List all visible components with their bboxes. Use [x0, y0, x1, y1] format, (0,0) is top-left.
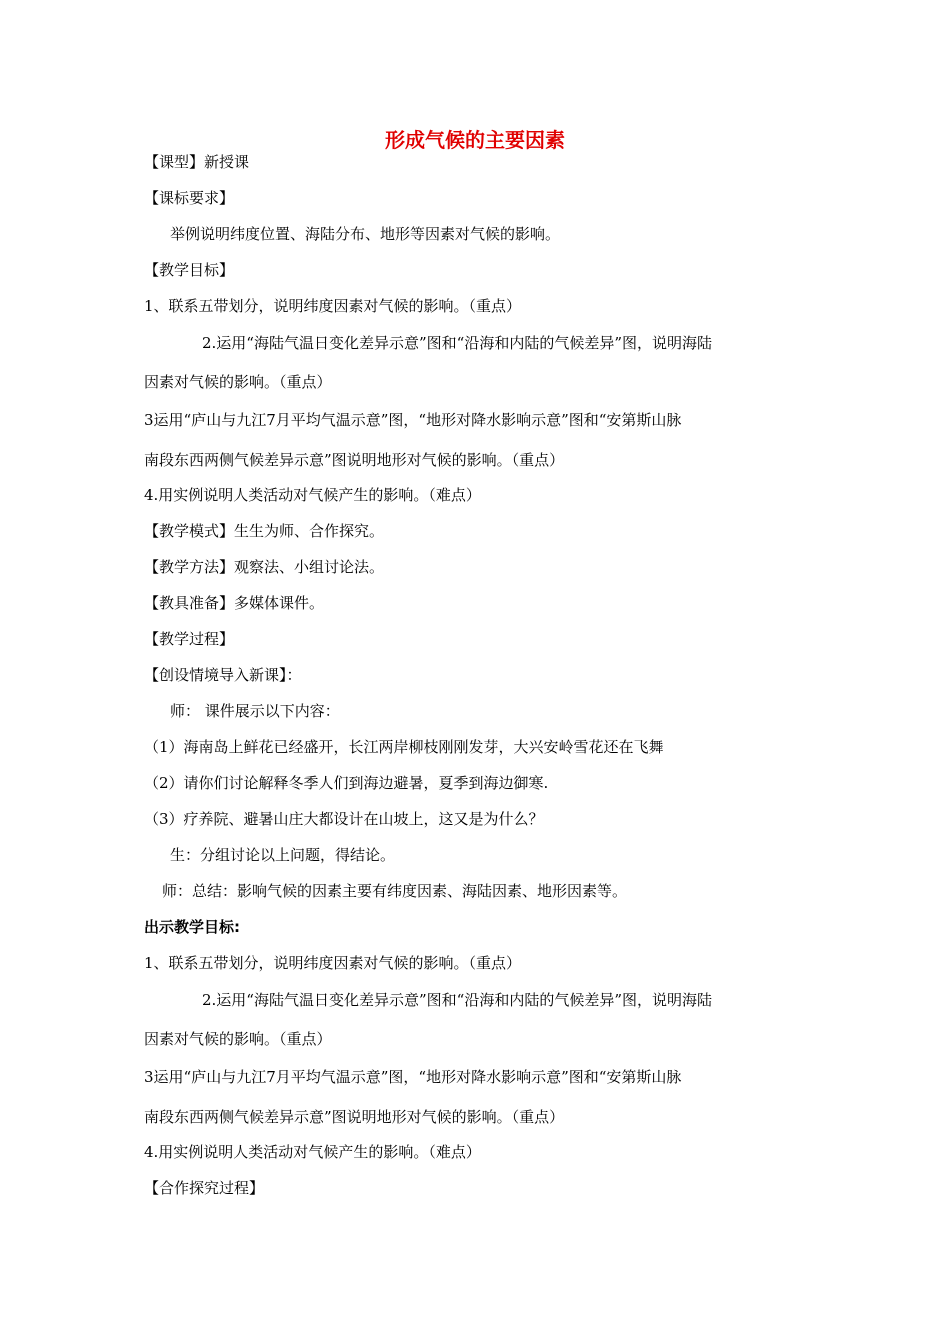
- bold-heading: 出示教学目标:: [144, 918, 240, 936]
- text-line: 南段东西两侧气候差异示意”图说明地形对气候的影响。（重点）: [144, 1108, 565, 1126]
- section-heading: 【合作探究过程】: [144, 1179, 265, 1197]
- text-line: 生：分组讨论以上问题，得结论。: [170, 846, 396, 864]
- text-line: 4.用实例说明人类活动对气候产生的影响。（难点）: [144, 486, 481, 504]
- text-line: 因素对气候的影响。（重点）: [144, 1030, 332, 1048]
- text-line: 【课型】新授课: [144, 153, 250, 171]
- text-line: 3运用“庐山与九江7月平均气温示意”图，“地形对降水影响示意”图和“安第斯山脉: [144, 411, 682, 429]
- text-line: 1、联系五带划分，说明纬度因素对气候的影响。（重点）: [144, 297, 522, 315]
- text-line: （1）海南岛上鲜花已经盛开，长江两岸柳枝刚刚发芽，大兴安岭雪花还在飞舞: [144, 738, 664, 756]
- section-heading: 【教学目标】: [144, 261, 235, 279]
- text-line: 2.运用“海陆气温日变化差异示意”图和“沿海和内陆的气候差异”图，说明海陆: [202, 334, 712, 352]
- text-line: 3运用“庐山与九江7月平均气温示意”图，“地形对降水影响示意”图和“安第斯山脉: [144, 1068, 682, 1086]
- text-line: 1、联系五带划分，说明纬度因素对气候的影响。（重点）: [144, 954, 522, 972]
- text-line: （3）疗养院、避暑山庄大都设计在山坡上，这又是为什么？: [144, 810, 544, 828]
- text-line: 南段东西两侧气候差异示意”图说明地形对气候的影响。（重点）: [144, 451, 565, 469]
- text-line: 【教具准备】多媒体课件。: [144, 594, 325, 612]
- section-heading: 【教学过程】: [144, 630, 235, 648]
- text-line: 举例说明纬度位置、海陆分布、地形等因素对气候的影响。: [170, 225, 561, 243]
- text-line: 【教学模式】生生为师、合作探究。: [144, 522, 385, 540]
- text-line: 4.用实例说明人类活动对气候产生的影响。（难点）: [144, 1143, 481, 1161]
- text-line: （2）请你们讨论解释冬季人们到海边避暑，夏季到海边御寒.: [144, 774, 549, 792]
- text-line: 因素对气候的影响。（重点）: [144, 373, 332, 391]
- text-line: 2.运用“海陆气温日变化差异示意”图和“沿海和内陆的气候差异”图，说明海陆: [202, 991, 712, 1009]
- section-heading: 【创设情境导入新课】：: [144, 666, 302, 684]
- document-title: 形成气候的主要因素: [385, 128, 565, 152]
- text-line: 师：总结：影响气候的因素主要有纬度因素、海陆因素、地形因素等。: [162, 882, 628, 900]
- text-line: 师： 课件展示以下内容：: [170, 702, 340, 720]
- section-heading: 【课标要求】: [144, 189, 235, 207]
- text-line: 【教学方法】观察法、小组讨论法。: [144, 558, 385, 576]
